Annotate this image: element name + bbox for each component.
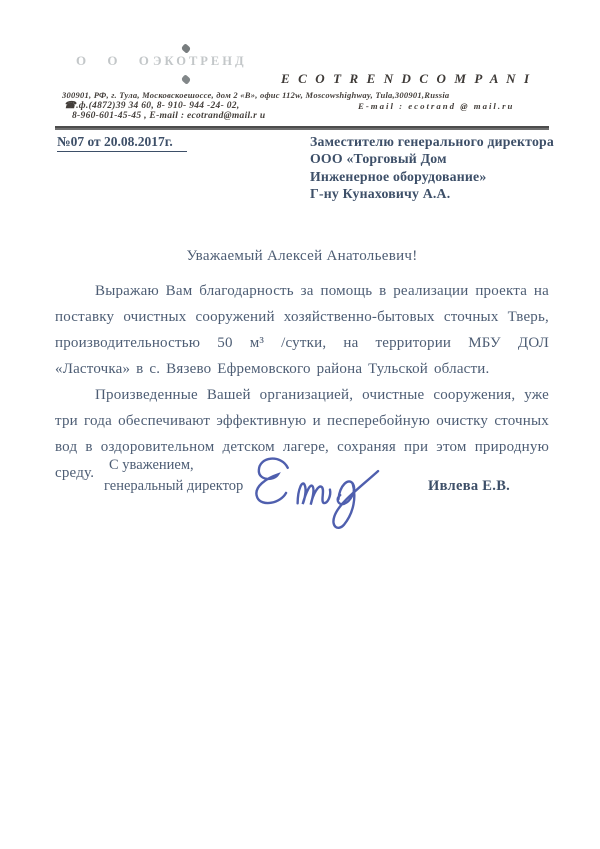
signer-name: Ивлева Е.В. bbox=[428, 478, 511, 494]
reference-number: №07 от 20.08.2017г. bbox=[57, 134, 187, 152]
header-divider bbox=[55, 126, 549, 130]
body-paragraph: Произведенные Вашей организацией, очистные сооружения, уже три года обеспечивают эффективную и песперебойную очистку сточных вод в оздоровительном детском лагере, сохраняя при этом природную среду. bbox=[55, 387, 549, 481]
company-email: E-mail : ecotrand @ mail.ru bbox=[358, 101, 515, 111]
closing-block bbox=[104, 455, 243, 497]
phone-numbers: ☎.ф.(4872)39 34 60, 8- 910- 944 -24- 02, bbox=[64, 101, 240, 111]
phone-numbers-secondary: 8-960-601-45-45 , E-mail : ecotrand@mail.r u bbox=[72, 111, 266, 121]
logo-brand-text: ЭКОТРЕНД bbox=[153, 54, 247, 68]
recipient-line: Инженерное оборудование» bbox=[310, 168, 487, 184]
body-paragraph: Выражаю Вам благодарность за помощь в реализации проекта на поставку очистных сооружений хозяйственно-бытовых сточных Тверь, производительностью 50 м³ /сутки, на территории МБУ ДОЛ «Ласточка» в с. Вязево Ефремовского района Тульской области. bbox=[55, 283, 549, 377]
recipient-block bbox=[310, 133, 554, 202]
company-name: E C O T R E N D C O M P A N I bbox=[281, 71, 532, 86]
diamond-icon bbox=[181, 74, 192, 85]
salutation: Уважаемый Алексей Анатольевич! bbox=[186, 248, 418, 264]
logo-ooo-text: О О О bbox=[76, 53, 158, 68]
closing-title: генеральный директор bbox=[104, 478, 244, 494]
recipient-line: Г-ну Кунаховичу А.А. bbox=[310, 185, 451, 201]
closing-regards: С уважением, bbox=[109, 457, 194, 473]
signature-icon bbox=[241, 442, 405, 540]
company-address: 300901, РФ, г. Тула, Московскоешоссе, дом 2 «В», офис 112w, Moscowshighway, Tula,300901,Russia bbox=[62, 90, 450, 100]
diamond-icon bbox=[181, 43, 192, 54]
recipient-line: ООО «Торговый Дом bbox=[310, 151, 447, 167]
recipient-line: Заместителю генерального директора bbox=[310, 134, 555, 149]
